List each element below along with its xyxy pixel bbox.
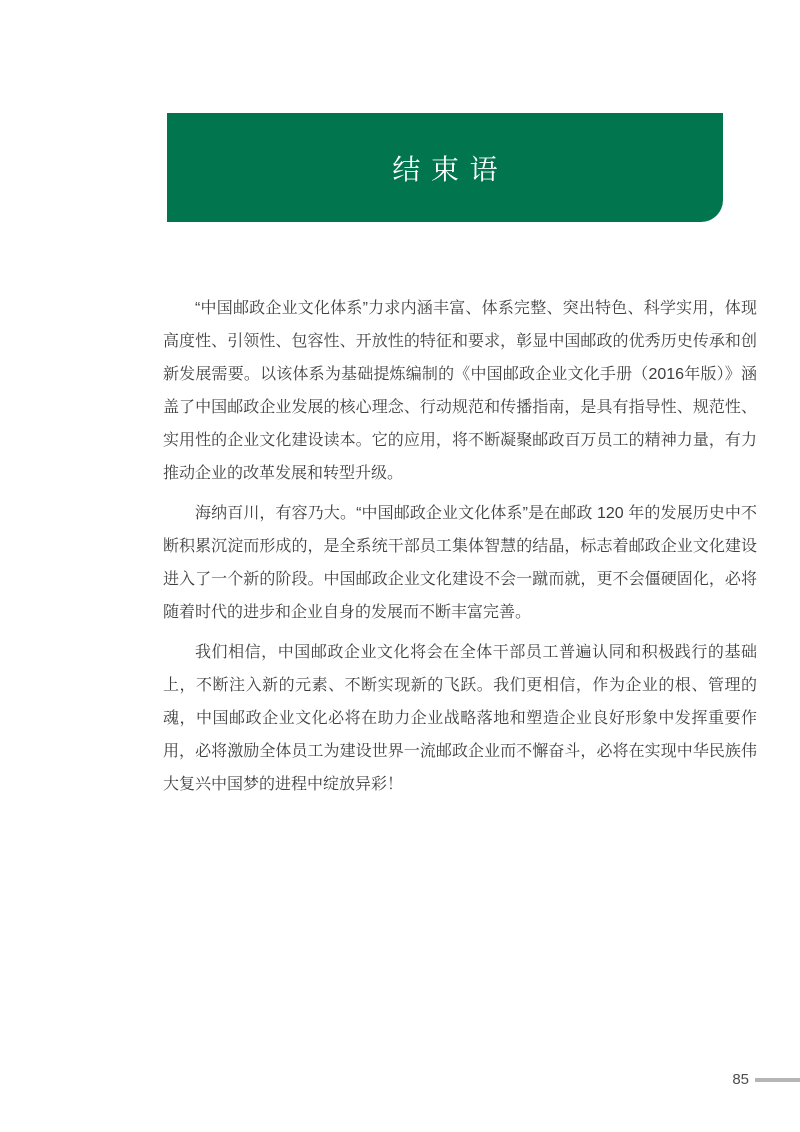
body-text-block — [163, 292, 757, 808]
chapter-title: 结束语 — [392, 153, 509, 185]
page-number: 85 — [732, 1071, 749, 1088]
body-paragraph: “中国邮政企业文化体系”力求内涵丰富、体系完整、突出特色、科学实用，体现高度性、引领性、包容性、开放性的特征和要求，彰显中国邮政的优秀历史传承和创新发展需要。以该体系为基础提炼编制的《中国邮政企业文化手册（2016年版）》涵盖了中国邮政企业发展的核心理念、行动规范和传播指南，是具有指导性、规范性、实用性的企业文化建设读本。它的应用，将不断凝聚邮政百万员工的精神力量，有力推动企业的改革发展和转型升级。 — [163, 300, 757, 482]
page-footer — [732, 1072, 800, 1087]
chapter-banner — [167, 113, 723, 222]
body-paragraph: 我们相信，中国邮政企业文化将会在全体干部员工普遍认同和积极践行的基础上，不断注入新的元素、不断实现新的飞跃。我们更相信，作为企业的根、管理的魂，中国邮政企业文化必将在助力企业战略落地和塑造企业良好形象中发挥重要作用，必将激励全体员工为建设世界一流邮政企业而不懈奋斗，必将在实现中华民族伟大复兴中国梦的进程中绽放异彩！ — [163, 644, 757, 793]
footer-rule — [755, 1078, 800, 1082]
body-paragraph: 海纳百川，有容乃大。“中国邮政企业文化体系”是在邮政 120 年的发展历史中不断积累沉淀而形成的，是全系统干部员工集体智慧的结晶，标志着邮政企业文化建设进入了一个新的阶段。中国邮政企业文化建设不会一蹴而就，更不会僵硬固化，必将随着时代的进步和企业自身的发展而不断丰富完善。 — [163, 505, 757, 621]
